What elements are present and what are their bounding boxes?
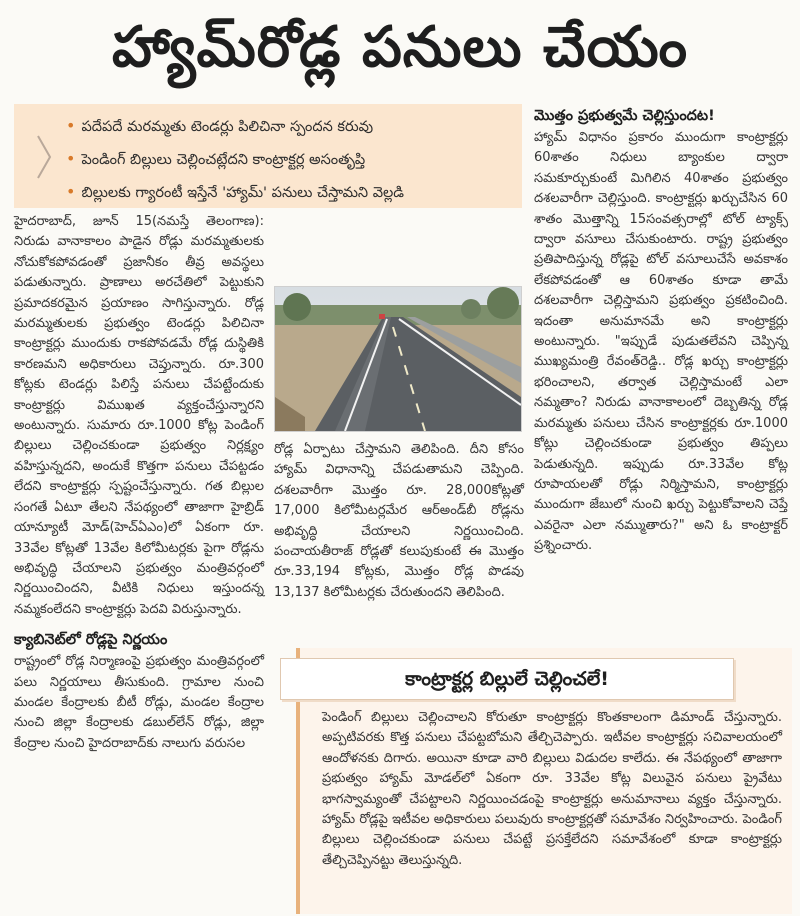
bullet-icon: • [66, 182, 76, 201]
article-paragraph: హైదరాబాద్, జూన్ 15(నమస్తే తెలంగాణ): నిరుడు వానాకాలం పాడైన రోడ్లు మరమ్మతులకు నోచుకోకపోవడంతో ప్రజానీకం తీవ్ర అవస్థలు పడుతున్నారు. ప్రాణాలు అరచేతిలో పెట్టుకుని ప్రమాదకరమైన ప్రయాణం సాగిస్తున్నారు. రోడ్ల మరమ్మతులకు ప్రభుత్వం టెండర్లు పిలిచినా కాంట్రాక్టర్లు ముందుకు రాకపోవడమే రోడ్ల దుస్థితికి కారణమని అధికారులు చెప్తున్నారు. రూ.300 కోట్లకు టెండర్లు పిలిస్తే పనులు చేపట్టేందుకు కాంట్రాక్టర్లు విముఖత వ్యక్తంచేస్తున్నారని అంటున్నారు. సుమారు రూ.1000 కోట్ల పెండింగ్ బిల్లులు చెల్లించకుండా ప్రభుత్వం నిర్లక్ష్యం వహిస్తున్నదని, అందుకే కొత్తగా పనులు చేపట్టడం లేదని కాంట్రాక్టర్లు స్పష్టంచేస్తున్నారు. గత బిల్లుల సంగతే ఏటూ తేలని నేపథ్యంలో తాజాగా హైబ్రిడ్ యాన్యూటీ మోడ్(హెచ్ఏఎం)లో ఏకంగా రూ. 33వేల కోట్లతో 13వేల కిలోమీటర్లకు పైగా రోడ్లను అభివృద్ధి చేయాలని ప్రభుత్వం మంత్రివర్గంలో నిర్ణయించిందని, వీటికి నిధులు ఇస్తుందన్న నమ్మకంలేదని కాంట్రాక్టర్లు పెదవి విరుస్తున్నారు. [14, 214, 264, 617]
bullet-icon: • [66, 116, 76, 135]
chevron-decoration-icon [34, 134, 56, 180]
sidebar-box [296, 648, 792, 914]
article-paragraph: రాష్ట్రంలో రోడ్ల నిర్మాణంపై ప్రభుత్వం మంత్రివర్గంలో పలు నిర్ణయాలు తీసుకుంది. గ్రామాల నుంచి మండల కేంద్రాలకు బీటీ రోడ్లు, మండల కేంద్రాల నుంచి జిల్లా కేంద్రాలకు డబుల్‌లేన్ రోడ్లు, జిల్లా కేంద్రాల నుంచి హైదరాబాద్‌కు నాలుగు వరుసల [14, 654, 264, 751]
highlight-item: • పదేపదే మరమ్మతు టెండర్లు పిలిచినా స్పందన కరువు [66, 116, 374, 135]
subheading-government-pays: మొత్తం ప్రభుత్వమే చెల్లిస్తుందట! [534, 108, 715, 124]
highlight-item: • పెండింగ్ బిల్లులు చెల్లించట్లేదని కాంట్రాక్టర్ల అసంతృప్తి [66, 149, 366, 168]
subheading-cabinet: క్యాబినెట్‌లో రోడ్లపై నిర్ణయం [14, 632, 168, 649]
column-2 [274, 440, 524, 603]
sidebar-box-title: కాంట్రాక్టర్ల బిల్లులే చెల్లించలే! [280, 658, 734, 700]
highlight-item: • బిల్లులకు గ్యారంటీ ఇస్తేనే 'హ్యామ్' పనులు చేస్తామని వెల్లడి [66, 182, 405, 201]
highlights-list [66, 110, 516, 209]
article-paragraph: హ్యామ్ విధానం ప్రకారం ముందుగా కాంట్రాక్టర్లు 60శాతం నిధులు బ్యాంకుల ద్వారా సమకూర్చుకుంటే మిగిలిన 40శాతం ప్రభుత్వం దశలవారీగా చెల్లిస్తుంది. కాంట్రాక్టర్లు ఖర్చుచేసిన 60 శాతం మొత్తాన్ని 15సంవత్సరాల్లో టోల్ ట్యాక్స్ ద్వారా వసూలు చేసుకుంటారు. రాష్ట్ర ప్రభుత్వం ప్రతిపాదిస్తున్న రోడ్లపై టోల్ వసూలుచేసే అవకాశం లేకపోవడంతో ఆ 60శాతం కూడా తామే దశలవారీగా చెల్లిస్తామని ప్రభుత్వం ప్రకటించింది. ఇదంతా అనుమానమే అని కాంట్రాక్టర్లు అంటున్నారు. "ఇప్పుడే పుడుతలేవని చెప్పిన్న ముఖ్యమంత్రి రేవంత్‌రెడ్డి.. రోడ్ల ఖర్చు కాంట్రాక్టర్లు భరించాలని, తర్వాత చెల్లిస్తామంటే ఎలా నమ్మతాం? నిరుడు వానాకాలంలో దెబ్బతిన్న రోడ్ల మరమ్మతు పనులు చేసిన కాంట్రాక్టర్లకు రూ.1000 కోట్లు చెల్లించకుండా ప్రభుత్వం తిప్పలు పెడుతున్నది. ఇప్పుడు రూ.33వేల కోట్ల రూపాయలతో రోడ్లు నిర్మిస్తామని, కాంట్రాక్టర్లు ముందుగా జేబులో నుంచి ఖర్చు పెట్టుకోవాలని చెప్తే ఎవరైనా ఎలా నమ్ముతారు?" అని ఓ కాంట్రాక్టర్ ప్రశ్నించారు. [534, 130, 788, 554]
bullet-icon: • [66, 149, 76, 168]
article-paragraph: రోడ్ల ఏర్పాటు చేస్తామని తెలిపింది. దీని కోసం హ్యామ్ విధానాన్ని చేపడుతామని చెప్పింది. దశలవారీగా మొత్తం రూ. 28,000కోట్లతో 17,000 కిలోమీటర్లమేర ఆర్అండ్‌బీ రోడ్లను అభివృద్ధి చేయాలని నిర్ణయించింది. పంచాయతీరాజ్ రోడ్లతో కలుపుకుంటే ఈ మొత్తం రూ.33,194 కోట్లకు, మొత్తం రోడ్ల పొడవు 13,137 కిలోమీటర్లకు చేరుతుందని తెలిపింది. [274, 442, 524, 600]
highlights-box [14, 104, 522, 208]
sidebar-box-text: పెండింగ్ బిల్లులు చెల్లించాలని కోరుతూ కాంట్రాక్టర్లు కొంతకాలంగా డిమాండ్ చేస్తున్నారు. అప్పటివరకు కొత్త పనులు చేపట్టబోమని తేల్చిచెప్పారు. ఇటీవల కాంట్రాక్టర్లు సచివాలయంలో ఆందోళనకు దిగారు. అయినా కూడా వారి బిల్లులు విడుదల కాలేదు. ఈ నేపథ్యంలో తాజాగా ప్రభుత్వం హ్యామ్ మోడల్‌లో ఏకంగా రూ. 33వేల కోట్ల విలువైన పనులు ప్రైవేటు భాగస్వామ్యంతో చేపట్టాలని నిర్ణయించడంపై కాంట్రాక్టర్లు అనుమానాలు వ్యక్తం చేస్తున్నారు. హ్యామ్ రోడ్లపై ఇటీవల అధికారులు పలువురు కాంట్రాక్టర్లతో సమావేశం నిర్వహించారు. పెండింగ్ బిల్లులు చెల్లించకుండా పనులు చేపట్టే ప్రసక్తేలేదని సమావేశంలో కూడా కాంట్రాక్టర్లు తేల్చిచెప్పినట్టు తెలుస్తున్నది. [322, 710, 782, 868]
column-1 [14, 212, 264, 754]
road-photo-illustration [275, 287, 521, 431]
headline: హ్యామ్‌రోడ్ల పనులు చేయం [111, 15, 689, 80]
column-3 [534, 104, 788, 557]
road-photo [274, 286, 522, 432]
